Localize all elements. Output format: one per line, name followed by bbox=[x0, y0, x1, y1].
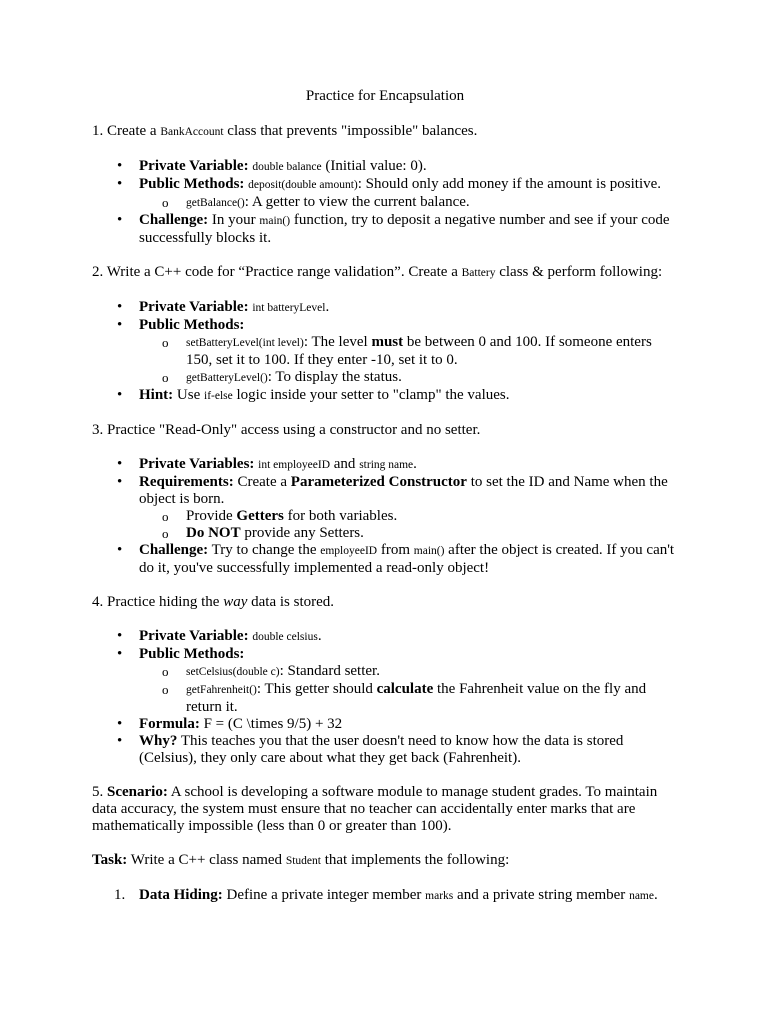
list-item bbox=[139, 387, 678, 405]
item-label: Scenario: bbox=[107, 784, 168, 800]
code-text: if-else bbox=[204, 390, 233, 402]
italic-text: way bbox=[223, 594, 248, 610]
text: F = (C \times 9/5) + 32 bbox=[199, 716, 343, 732]
text: provide any Setters. bbox=[240, 525, 364, 541]
text: be between 0 and 100. If someone enters 150, set it to 100. If they enter -10, set it to 0. bbox=[186, 334, 652, 368]
page-title: Practice for Encapsulation bbox=[305, 88, 465, 104]
text: that implements the following: bbox=[320, 852, 510, 868]
code-text: int batteryLevel bbox=[252, 302, 326, 314]
list-item bbox=[139, 317, 678, 387]
item-label: Hint: bbox=[139, 387, 174, 403]
code-text: main() bbox=[413, 545, 445, 557]
item-label: Private Variables: bbox=[139, 456, 255, 472]
text: class & perform following: bbox=[495, 264, 663, 280]
text: : This getter should bbox=[256, 681, 377, 697]
text: Write a C++ class named bbox=[127, 852, 286, 868]
code-text: double celsius bbox=[252, 631, 318, 643]
code-text: getBalance() bbox=[186, 197, 245, 209]
text: and a private string member bbox=[453, 887, 630, 903]
item-label: Public Methods: bbox=[139, 176, 245, 192]
item-label: Challenge: bbox=[139, 212, 209, 228]
section-5-scenario bbox=[92, 784, 678, 835]
list-item bbox=[139, 456, 678, 474]
item-label: Private Variable: bbox=[139, 158, 249, 174]
section-3-list bbox=[92, 456, 678, 577]
item-label: Private Variable: bbox=[139, 299, 249, 315]
code-text: setBatteryLevel(int level) bbox=[186, 337, 304, 349]
code-text: deposit(double amount) bbox=[248, 179, 358, 191]
document-page bbox=[92, 88, 678, 905]
sub-list-item bbox=[186, 681, 678, 716]
text: after the object is created. If you can't do it, you've successfully implemented a read-only object! bbox=[139, 542, 675, 576]
code-text: Battery bbox=[461, 267, 496, 279]
item-label: Requirements: bbox=[139, 474, 234, 490]
text: In your bbox=[208, 212, 260, 228]
bold-text: Getters bbox=[236, 508, 284, 524]
list-item bbox=[139, 628, 678, 646]
text: to set the ID and Name when the object is born. bbox=[139, 474, 668, 507]
bold-text: Do NOT bbox=[186, 525, 241, 541]
code-text: getFahrenheit() bbox=[186, 684, 257, 696]
text: function, try to deposit a negative number and see if your code successfully blocks it. bbox=[139, 212, 670, 246]
sub-list-item bbox=[186, 194, 678, 212]
sub-list-item bbox=[186, 369, 678, 387]
task-item bbox=[139, 887, 678, 905]
section-4-intro bbox=[92, 594, 678, 611]
code-text: int employeeID bbox=[258, 459, 331, 471]
text: . bbox=[317, 628, 322, 644]
text: : Should only add money if the amount is positive. bbox=[357, 176, 662, 192]
list-item bbox=[139, 158, 678, 176]
list-item bbox=[139, 542, 678, 577]
text: Provide bbox=[186, 508, 237, 524]
section-4-list bbox=[92, 628, 678, 767]
code-text: setCelsius(double c) bbox=[186, 666, 280, 678]
text: : The level bbox=[303, 334, 372, 350]
section-2-list bbox=[92, 299, 678, 405]
item-label: Data Hiding: bbox=[139, 887, 223, 903]
text: data is stored. bbox=[247, 594, 335, 610]
item-label: Formula: bbox=[139, 716, 200, 732]
list-item bbox=[139, 733, 678, 767]
text: . bbox=[413, 456, 417, 472]
text: : A getter to view the current balance. bbox=[244, 194, 470, 210]
section-3-intro: 3. Practice "Read-Only" access using a constructor and no setter. bbox=[92, 422, 481, 438]
text: This teaches you that the user doesn't need to know how the data is stored (Celsius), they only care about what they get back (Fahrenheit). bbox=[139, 733, 624, 766]
text: : To display the status. bbox=[267, 369, 402, 385]
code-text: Student bbox=[285, 855, 321, 867]
code-text: BankAccount bbox=[160, 126, 224, 138]
sub-list-item bbox=[186, 663, 678, 681]
text: 1. Create a bbox=[92, 123, 161, 139]
text: : Standard setter. bbox=[279, 663, 380, 679]
list-item bbox=[139, 176, 678, 212]
bold-text: must bbox=[371, 334, 404, 350]
text: class that prevents "impossible" balances. bbox=[223, 123, 478, 139]
section-5-task bbox=[92, 852, 678, 870]
item-label: Why? bbox=[139, 733, 178, 749]
text: the Fahrenheit value on the fly and return it. bbox=[186, 681, 647, 715]
code-text: employeeID bbox=[320, 545, 378, 557]
code-text: main() bbox=[259, 215, 291, 227]
text: . bbox=[653, 887, 658, 903]
list-item bbox=[139, 716, 678, 733]
code-text: double balance bbox=[252, 161, 322, 173]
text: Create a bbox=[233, 474, 291, 490]
code-text: marks bbox=[425, 890, 454, 902]
bold-text: Parameterized Constructor bbox=[290, 474, 467, 490]
item-label: Public Methods: bbox=[139, 317, 245, 333]
text: and bbox=[330, 456, 360, 472]
item-label: Challenge: bbox=[139, 542, 209, 558]
sub-list-item bbox=[186, 508, 678, 525]
text: logic inside your setter to "clamp" the values. bbox=[232, 387, 510, 403]
item-label: Task: bbox=[92, 852, 128, 868]
code-text: name bbox=[629, 890, 654, 902]
text: Define a private integer member bbox=[222, 887, 426, 903]
sub-list bbox=[139, 334, 678, 387]
sub-list-item bbox=[186, 334, 678, 369]
text: Try to change the bbox=[208, 542, 321, 558]
sub-list bbox=[139, 663, 678, 716]
sub-list bbox=[139, 194, 678, 212]
section-1-intro bbox=[92, 123, 678, 141]
task-list bbox=[92, 887, 678, 905]
sub-list-item bbox=[186, 525, 678, 542]
code-text: getBatteryLevel() bbox=[186, 372, 268, 384]
item-label: Public Methods: bbox=[139, 646, 245, 662]
list-item bbox=[139, 212, 678, 247]
text: for both variables. bbox=[283, 508, 398, 524]
list-item bbox=[139, 299, 678, 317]
text: 5. bbox=[92, 784, 107, 800]
item-label: Private Variable: bbox=[139, 628, 249, 644]
text: . bbox=[325, 299, 330, 315]
text: (Initial value: 0). bbox=[321, 158, 427, 174]
sub-list bbox=[139, 508, 678, 542]
text: A school is developing a software module to manage student grades. To maintain data accuracy, the system must ensure that no teacher can accidentally enter marks that are mathematically impossible (less than 0 or greater than 100). bbox=[92, 784, 658, 834]
bold-text: calculate bbox=[376, 681, 434, 697]
text: from bbox=[377, 542, 414, 558]
text: 4. Practice hiding the bbox=[92, 594, 224, 610]
code-text: string name bbox=[359, 459, 414, 471]
list-item bbox=[139, 646, 678, 716]
list-item bbox=[139, 474, 678, 542]
section-1-list bbox=[92, 158, 678, 247]
section-2-intro bbox=[92, 264, 678, 282]
text: 2. Write a C++ code for “Practice range validation”. Create a bbox=[92, 264, 462, 280]
text: Use bbox=[173, 387, 204, 403]
